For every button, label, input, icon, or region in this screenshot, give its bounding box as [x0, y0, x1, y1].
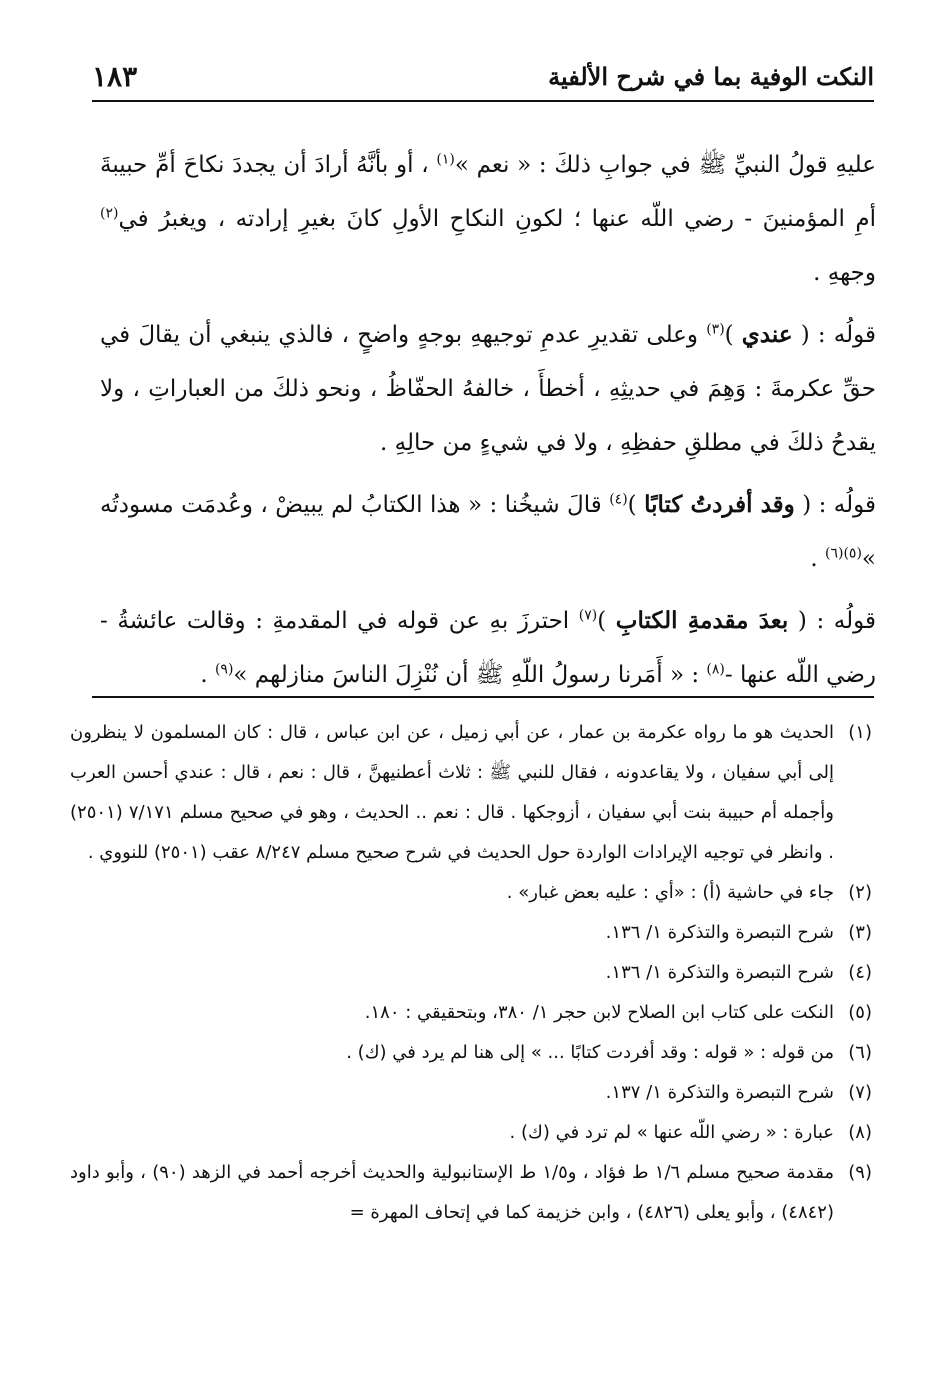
footnote-item: [70, 1033, 872, 1073]
footnote-item: [70, 1113, 872, 1153]
footnote-text: شرح التبصرة والتذكرة ١/ ١٣٧.: [605, 1082, 834, 1103]
footnote-text: عبارة : « رضي اللّه عنها » لم ترد في (ك) .: [509, 1122, 834, 1143]
footnote-text: شرح التبصرة والتذكرة ١/ ١٣٦.: [605, 962, 834, 983]
footnote-number: (٢): [848, 882, 872, 903]
footnote-item: [70, 993, 872, 1033]
quoted-phrase: بعدَ مقدمةِ الكتابِ: [615, 607, 789, 634]
paragraph-2: [100, 308, 876, 470]
paragraph-close: ): [724, 322, 742, 348]
footnote-number: (٧): [848, 1082, 872, 1103]
paragraph-1-text-b: ، أو بأنَّهُ أرادَ أن يجددَ نكاحَ أمِّ حبيبةَ أمِ المؤمنينَ - رضي اللّه عنها ؛ لكونِ النكاحِ الأولِ كانَ بغيرِ إرادته ، ويغبرُ في: [100, 152, 876, 232]
footnote-text: النكت على كتاب ابن الصلاح لابن حجر ١/ ٣٨٠، وبتحقيقي : ١٨٠.: [364, 1002, 834, 1023]
footnote-number: (٥): [848, 1002, 872, 1023]
paragraph-3: [100, 478, 876, 586]
footnote-item: [70, 953, 872, 993]
paragraph-4-text-2: : « أَمَرنا رسولُ اللّهِ ﷺ أن نُنْزِلَ الناسَ منازلهم »: [233, 662, 707, 688]
paragraph-close: ): [597, 608, 616, 634]
paragraph-4: [100, 594, 876, 702]
paragraph-4-text: احترزَ بهِ عن قوله في المقدمةِ : وقالت عائشةُ - رضي اللّه عنها -: [100, 608, 876, 688]
footnote-text: الحديث هو ما رواه عكرمة بن عمار ، عن أبي زميل ، عن ابن عباس ، قال : كان المسلمون لا ينظرون إلى أبي سفيان ، ولا يقاعدونه ، فقال للنبي ﷺ : ثلاث أعطنيهنَّ ، قال : نعم ، قال : عندي أحسن العرب وأجمله أم حبيبة بنت أبي سفيان ، أزوجكها . قال : نعم .. الحديث ، وهو في صحيح مسلم ٧/١٧١ (٢٥٠١) . وانظر في توجيه الإيرادات الواردة حول الحديث في شرح صحيح مسلم ٨/٢٤٧ عقب (٢٥٠١) للنووي .: [70, 722, 834, 863]
footnote-item: [70, 713, 872, 873]
footnote-ref: (٧): [578, 607, 598, 624]
paragraph-lead: قولُه : (: [794, 492, 876, 518]
paragraph-2-text: وعلى تقديرِ عدمِ توجيههِ بوجهٍ واضحٍ ، فالذي ينبغي أن يقالَ في حقِّ عكرمةَ : وَهِمَ في حديثِهِ ، أخطأَ ، خالفهُ الحفّاظُ ، ونحو ذلكَ من العباراتِ ، ولا يقدحُ ذلكَ في مطلقِ حفظِهِ ، ولا في شيءٍ من حالِهِ .: [100, 322, 876, 456]
footnote-ref: (٤): [609, 491, 628, 508]
paragraph-1-text-c: وجههِ .: [813, 260, 876, 286]
page-number: ١٨٣: [92, 59, 138, 93]
footnote-number: (١): [848, 722, 872, 743]
paragraph-3-text: قالَ شيخُنا : « هذا الكتابُ لم يبيضْ ، وعُدمَت مسودتُه »: [100, 492, 876, 572]
footnote-ref: (١): [436, 151, 455, 168]
footnote-ref: (٥)(٦): [824, 545, 862, 562]
footnote-text: شرح التبصرة والتذكرة ١/ ١٣٦.: [605, 922, 834, 943]
paragraph-lead: قولُه : (: [788, 608, 876, 634]
footnote-item: [70, 1153, 872, 1233]
footnote-item: [70, 913, 872, 953]
footnote-divider: [92, 696, 874, 698]
footnote-ref: (٢): [100, 205, 119, 222]
paragraph-1-text-a: عليهِ قولُ النبيِّ ﷺ في جوابِ ذلكَ : « نعم »: [454, 152, 876, 178]
paragraph-end: .: [810, 546, 825, 572]
paragraph-lead: قولُه : (: [792, 322, 876, 348]
paragraph-1: [100, 138, 876, 300]
footnote-ref: (٩): [214, 661, 234, 678]
footnote-number: (٨): [848, 1122, 872, 1143]
footnote-ref: (٨): [706, 661, 725, 678]
footnote-text: جاء في حاشية (أ) : «أي : عليه بعض غبار» .: [506, 882, 834, 903]
quoted-phrase: عندي: [741, 321, 793, 348]
footnote-number: (٤): [848, 962, 872, 983]
quoted-phrase: وقد أفردتُ كتابًا: [644, 491, 795, 518]
footnote-text: من قوله : « قوله : وقد أفردت كتابًا ... » إلى هنا لم يرد في (ك) .: [346, 1042, 834, 1063]
footnotes: [70, 713, 872, 1233]
paragraph-end: .: [200, 662, 215, 688]
running-title: النكت الوفية بما في شرح الألفية: [548, 61, 874, 91]
paragraph-close: ): [627, 492, 645, 518]
footnote-text: مقدمة صحيح مسلم ١/٦ ط فؤاد ، و١/٥ ط الإستانبولية والحديث أخرجه أحمد في الزهد (٩٠) ، وأبو داود (٤٨٤٢) ، وأبو يعلى (٤٨٢٦) ، وابن خزيمة كما في إتحاف المهرة =: [70, 1162, 834, 1223]
main-text: [100, 138, 876, 702]
footnote-item: [70, 1073, 872, 1113]
footnote-number: (٦): [848, 1042, 872, 1063]
footnote-number: (٩): [848, 1162, 872, 1183]
footnote-ref: (٣): [706, 321, 725, 338]
page-header: [92, 52, 874, 102]
footnote-number: (٣): [848, 922, 872, 943]
footnote-item: [70, 873, 872, 913]
